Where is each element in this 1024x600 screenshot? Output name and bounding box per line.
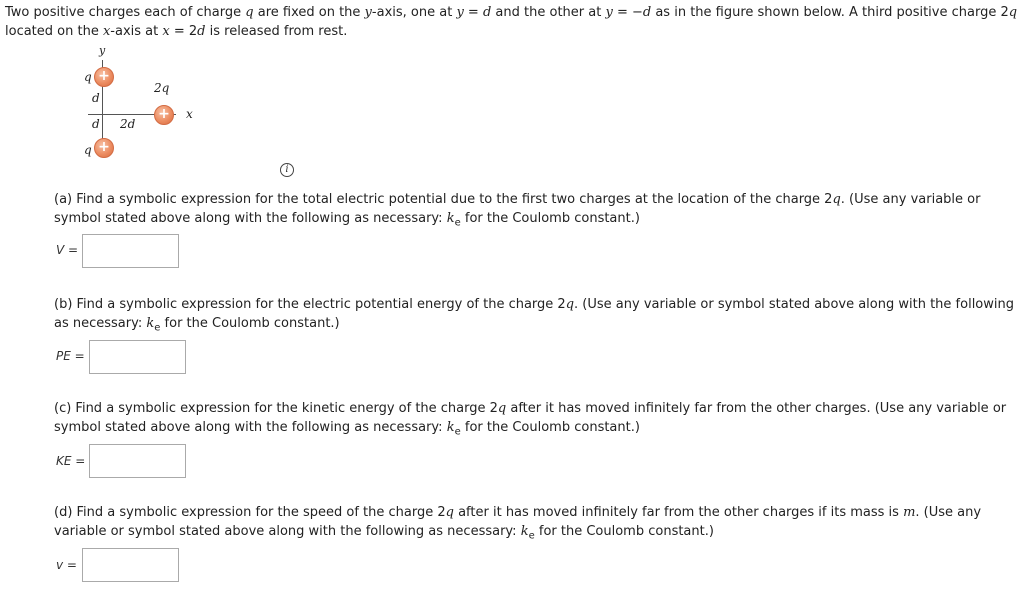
var-k: k	[146, 316, 155, 331]
question-text: (a) Find a symbolic expression for the total electric potential due to the first two charges at the location of the charge 2	[54, 192, 833, 207]
positive-charge-top: +	[94, 67, 114, 87]
var-q: q	[832, 192, 841, 207]
label-var: V	[56, 243, 65, 257]
answer-b-input[interactable]	[89, 340, 186, 374]
subscript-e: e	[528, 530, 535, 542]
subscript-e: e	[454, 217, 461, 229]
equals-sign: =	[63, 558, 77, 572]
var-q: q	[1008, 5, 1018, 20]
var-x: x	[162, 24, 170, 39]
question-text: (b) Find a symbolic expression for the electric potential energy of the charge 2	[54, 297, 566, 312]
distance-d-bottom-label: d	[92, 117, 100, 131]
question-text: . (Use any variable or symbol stated above along with the following as necessary:	[54, 297, 1014, 331]
charge-q-bottom-label: q	[84, 143, 92, 157]
var-q: q	[445, 505, 454, 520]
intro-text: = −	[612, 5, 643, 20]
var-x: x	[102, 24, 111, 39]
charge-diagram	[78, 46, 208, 164]
question-c-text	[54, 399, 1014, 442]
answer-d-input[interactable]	[82, 548, 179, 582]
subscript-e: e	[454, 426, 461, 438]
equals-sign: =	[64, 243, 79, 257]
intro-text: = 2	[169, 24, 198, 39]
var-y: y	[605, 5, 613, 20]
intro-text: Two positive charges each of charge	[5, 5, 246, 20]
label-var: v	[56, 558, 64, 572]
intro-text: =	[463, 5, 483, 20]
answer-c-input[interactable]	[89, 444, 186, 478]
charge-q-top-label: q	[84, 70, 92, 84]
var-k: k	[446, 420, 455, 435]
info-icon[interactable]: i	[280, 163, 294, 177]
question-text: . (Use any variable or symbol stated above along with the following as necessary:	[54, 505, 982, 539]
question-text: . (Use any variable or symbol stated above along with the following as necessary:	[54, 192, 981, 226]
var-y: y	[456, 5, 464, 20]
question-text: for the Coulomb constant.)	[460, 420, 640, 435]
question-text: after it has moved infinitely far from the other charges if its mass is	[453, 505, 904, 520]
x-axis-label: x	[186, 107, 193, 121]
problem-statement	[5, 3, 1020, 41]
var-k: k	[520, 524, 529, 539]
question-a-text	[54, 190, 1014, 233]
distance-d-top-label: d	[92, 91, 100, 105]
var-q: q	[565, 297, 575, 312]
equals-sign: =	[70, 349, 85, 363]
answer-c-label	[56, 454, 85, 468]
question-d-text	[54, 503, 1014, 546]
intro-text: and the other at	[491, 5, 606, 20]
intro-text: as in the figure shown below. A third positive charge 2	[651, 5, 1009, 20]
question-text: for the Coulomb constant.)	[460, 211, 640, 226]
label-var: KE	[56, 454, 72, 468]
question-b-text	[54, 295, 1014, 338]
equals-sign: =	[71, 454, 86, 468]
distance-2d-label: 2d	[120, 117, 136, 131]
subscript-e: e	[154, 322, 161, 334]
question-text: for the Coulomb constant.)	[534, 524, 714, 539]
var-m: m	[903, 505, 916, 520]
var-q: q	[245, 5, 254, 20]
answer-d-label	[56, 558, 77, 572]
var-d: d	[482, 5, 492, 20]
var-y: y	[364, 5, 372, 20]
y-axis-label: y	[99, 44, 106, 57]
var-q: q	[497, 401, 507, 416]
question-text: (c) Find a symbolic expression for the kinetic energy of the charge 2	[54, 401, 498, 416]
positive-charge-bottom: +	[94, 138, 114, 158]
question-text: for the Coulomb constant.)	[160, 316, 340, 331]
answer-a-label	[56, 243, 78, 257]
intro-text: -axis, one at	[371, 5, 457, 20]
charge-2q-label: 2q	[154, 81, 170, 95]
var-k: k	[446, 211, 455, 226]
var-d: d	[197, 24, 206, 39]
answer-b-label	[56, 349, 85, 363]
var-d: d	[642, 5, 652, 20]
question-text: (d) Find a symbolic expression for the speed of the charge 2	[54, 505, 446, 520]
intro-text: are fixed on the	[253, 5, 365, 20]
intro-text: is released from rest.	[205, 24, 348, 39]
label-var: PE	[56, 349, 71, 363]
question-text: after it has moved infinitely far from the other charges. (Use any variable or symbol stated above along with the following as necessary:	[54, 401, 1007, 435]
intro-text: located on the	[5, 24, 103, 39]
answer-a-input[interactable]	[82, 234, 179, 268]
intro-text: -axis at	[110, 24, 163, 39]
positive-charge-2q: +	[154, 105, 174, 125]
